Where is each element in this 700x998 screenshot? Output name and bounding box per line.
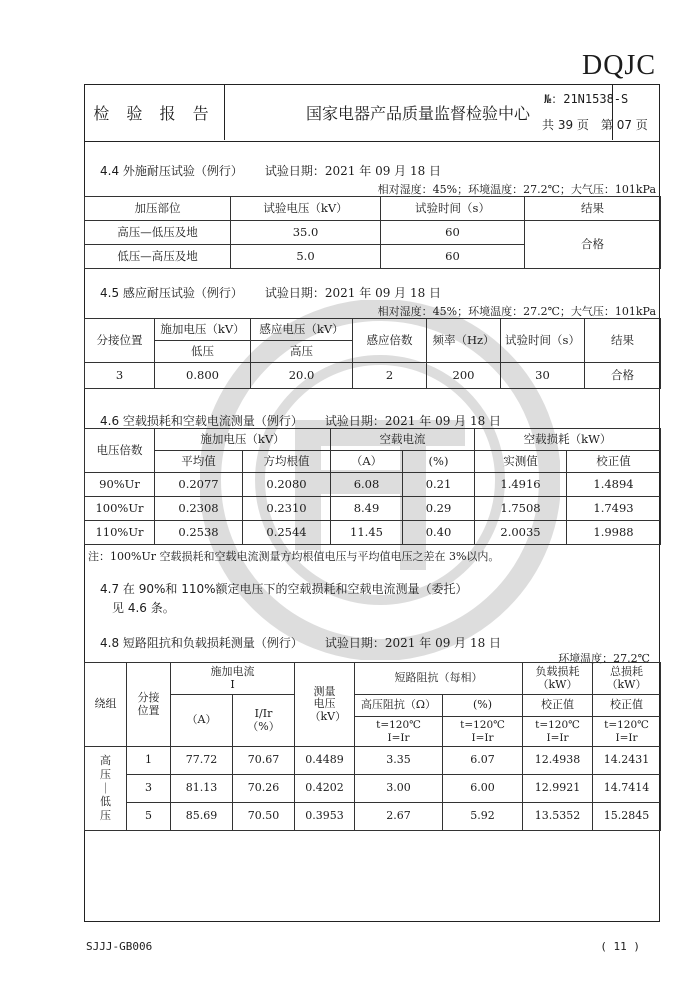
sec46-corrected: 1.7493	[567, 497, 661, 521]
cond-current: I=Ir	[387, 731, 410, 744]
sec48-winding	[85, 747, 127, 831]
cond-current: I=Ir	[546, 731, 569, 744]
table-row	[85, 747, 661, 775]
org-name: 国家电器产品质量监督检验中心	[224, 84, 613, 140]
sec46-multiple: 110%Ur	[85, 521, 155, 545]
sec45-header-result: 结果	[585, 319, 661, 363]
sec45-header-induced-sub: 高压	[251, 341, 353, 363]
sec44-voltage: 5.0	[231, 245, 381, 269]
sec45-conditions: 相对湿度：45%；环境温度：27.2℃；大气压：101kPa	[377, 305, 656, 318]
sec46-header-multiple: 电压倍数	[85, 429, 155, 473]
sec48-cond-cell	[523, 717, 593, 747]
sec48-load-loss: 12.9921	[523, 775, 593, 803]
sec44-header-time: 试验时间（s）	[381, 197, 525, 221]
sec45-header-induced: 感应电压（kV）	[251, 319, 353, 341]
sec46-date: 试验日期：2021 年 09 月 18 日	[324, 414, 502, 428]
sec46-corrected: 1.4894	[567, 473, 661, 497]
sec48-header-voltage-text: 测量电压（kV）	[309, 684, 347, 723]
sec46-current-a: 6.08	[331, 473, 403, 497]
sec48-conditions: 环境温度：27.2℃	[558, 652, 650, 665]
sec48-imp-pct: 5.92	[443, 803, 523, 831]
sec48-voltage: 0.4202	[295, 775, 355, 803]
sec48-header-hv-impedance: 高压阻抗（Ω）	[355, 695, 443, 717]
sec46-rms: 0.2544	[243, 521, 331, 545]
sec46-current-pct: 0.21	[403, 473, 475, 497]
sec45-header-tap: 分接位置	[85, 319, 155, 363]
sec45-header-applied-sub: 低压	[155, 341, 251, 363]
sec46-current-a: 11.45	[331, 521, 403, 545]
sec46-title-line	[100, 412, 501, 429]
table-row	[85, 473, 661, 497]
sec46-note: 注：100%Ur 空载损耗和空载电流测量方均根值电压与平均值电压之差在 3%以内。	[88, 550, 500, 563]
sec44-header-result: 结果	[525, 197, 661, 221]
sec48-ohm: 3.00	[355, 775, 443, 803]
sec45-multiple: 2	[353, 363, 427, 389]
sec46-header-loss: 空载损耗（kW）	[475, 429, 661, 451]
sec48-title: 4.8 短路阻抗和负载损耗测量（例行）	[100, 636, 303, 650]
table-row	[85, 775, 661, 803]
sec46-multiple: 90%Ur	[85, 473, 155, 497]
sec48-total-loss: 14.2431	[593, 747, 661, 775]
cond-temp: t=120℃	[376, 719, 421, 732]
sec47-title: 4.7 在 90%和 110%额定电压下的空载损耗和空载电流测量（委托）	[100, 582, 468, 596]
sec48-cond-cell	[355, 717, 443, 747]
sec48-voltage: 0.4489	[295, 747, 355, 775]
page-number: ( 11 )	[600, 940, 640, 953]
sec46-header-corrected: 校正值	[567, 451, 661, 473]
sec46-current-pct: 0.40	[403, 521, 475, 545]
sec46-avg: 0.2308	[155, 497, 243, 521]
sec44-voltage: 35.0	[231, 221, 381, 245]
sec48-header-tap	[127, 663, 171, 747]
table-row	[85, 521, 661, 545]
page-count: 共 39 页 第 07 页	[542, 118, 648, 132]
report-header	[84, 84, 660, 142]
sec46-title: 4.6 空载损耗和空载电流测量（例行）	[100, 414, 303, 428]
sec44-result: 合格	[525, 221, 661, 269]
sec45-title: 4.5 感应耐压试验（例行）	[100, 286, 243, 300]
sec46-header-current-a: （A）	[331, 451, 403, 473]
sec44-part: 高压—低压及地	[85, 221, 231, 245]
sec45-induced: 20.0	[251, 363, 353, 389]
sec48-header-voltage	[295, 663, 355, 747]
sec44-conditions: 相对湿度：45%；环境温度：27.2℃；大气压：101kPa	[377, 183, 656, 196]
sec48-header-current-a: （A）	[171, 695, 233, 747]
sec48-tap: 3	[127, 775, 171, 803]
sec44-title: 4.4 外施耐压试验（例行）	[100, 164, 243, 178]
sec46-header-current-pct: (%)	[403, 451, 475, 473]
sec46-current-a: 8.49	[331, 497, 403, 521]
sec48-header-current	[171, 663, 295, 695]
sec48-total-loss: 14.7414	[593, 775, 661, 803]
sec48-title-line	[100, 634, 501, 651]
sec48-cond-cell	[593, 717, 661, 747]
sec48-ohm: 2.67	[355, 803, 443, 831]
sec46-header-measured: 实测值	[475, 451, 567, 473]
sec45-title-line	[100, 284, 441, 301]
sec48-imp-pct: 6.07	[443, 747, 523, 775]
report-number: №：21N1538-S	[544, 92, 629, 106]
sec45-header-freq: 频率（Hz）	[427, 319, 501, 363]
sec46-current-pct: 0.29	[403, 497, 475, 521]
sec48-header-current-sym: I	[230, 677, 235, 691]
sec48-total-loss: 15.2845	[593, 803, 661, 831]
sec48-voltage: 0.3953	[295, 803, 355, 831]
sec44-part: 低压—高压及地	[85, 245, 231, 269]
sec48-imp-pct: 6.00	[443, 775, 523, 803]
sec48-header-tap-text: 分接位置	[137, 690, 160, 717]
sec46-avg: 0.2538	[155, 521, 243, 545]
sec44-title-line	[100, 162, 441, 179]
sec44-header-voltage: 试验电压（kV）	[231, 197, 381, 221]
sec44-header-part: 加压部位	[85, 197, 231, 221]
sec45-freq: 200	[427, 363, 501, 389]
sec48-header-imp-pct: (%)	[443, 695, 523, 717]
sec48-load-loss: 13.5352	[523, 803, 593, 831]
sec48-winding-text: 高压｜低压	[100, 754, 111, 823]
sec45-header-applied: 施加电压（kV）	[155, 319, 251, 341]
sec48-current-ratio: 70.67	[233, 747, 295, 775]
sec48-tap: 1	[127, 747, 171, 775]
sec45-header-multiple: 感应倍数	[353, 319, 427, 363]
sec48-current-ratio: 70.26	[233, 775, 295, 803]
sec46-multiple: 100%Ur	[85, 497, 155, 521]
sec46-header-current: 空载电流	[331, 429, 475, 451]
cond-temp: t=120℃	[460, 719, 505, 732]
sec48-header-load-loss: 负载损耗（kW）	[523, 663, 593, 695]
sec46-measured: 2.0035	[475, 521, 567, 545]
sec48-tap: 5	[127, 803, 171, 831]
sec44-date: 试验日期：2021 年 09 月 18 日	[264, 164, 442, 178]
table-row	[85, 221, 661, 245]
table-row	[85, 497, 661, 521]
sec48-current-a: 85.69	[171, 803, 233, 831]
sec48-current-ratio: 70.50	[233, 803, 295, 831]
sec48-header-total-corrected: 校正值	[593, 695, 661, 717]
sec48-header-load-corrected: 校正值	[523, 695, 593, 717]
table-row	[85, 363, 661, 389]
sec48-header-winding: 绕组	[85, 663, 127, 747]
sec45-header-time: 试验时间（s）	[501, 319, 585, 363]
sec45-applied: 0.800	[155, 363, 251, 389]
sec46-header-avg: 平均值	[155, 451, 243, 473]
sec48-header-current-text: 施加电流	[210, 664, 255, 678]
sec46-avg: 0.2077	[155, 473, 243, 497]
sec48-current-a: 81.13	[171, 775, 233, 803]
sec46-measured: 1.7508	[475, 497, 567, 521]
sec46-table	[84, 428, 661, 545]
sec48-header-total-loss: 总损耗（kW）	[593, 663, 661, 695]
sec48-load-loss: 12.4938	[523, 747, 593, 775]
sec48-header-current-ratio	[233, 695, 295, 747]
sec48-table	[84, 662, 661, 831]
corner-code: DQJC	[581, 50, 656, 81]
sec48-ohm: 3.35	[355, 747, 443, 775]
sec48-cond-cell	[443, 717, 523, 747]
cond-temp: t=120℃	[604, 719, 649, 732]
sec45-table	[84, 318, 661, 389]
sec45-date: 试验日期：2021 年 09 月 18 日	[264, 286, 442, 300]
cond-temp: t=120℃	[535, 719, 580, 732]
sec46-measured: 1.4916	[475, 473, 567, 497]
cond-current: I=Ir	[471, 731, 494, 744]
sec48-header-impedance: 短路阻抗（每相）	[355, 663, 523, 695]
report-label: 检 验 报 告	[84, 84, 225, 140]
sec46-corrected: 1.9988	[567, 521, 661, 545]
sec48-header-ratio-unit: （%）	[247, 719, 280, 733]
sec44-table	[84, 196, 661, 269]
sec46-rms: 0.2080	[243, 473, 331, 497]
sec46-header-rms: 方均根值	[243, 451, 331, 473]
cond-current: I=Ir	[615, 731, 638, 744]
sec46-rms: 0.2310	[243, 497, 331, 521]
sec45-result: 合格	[585, 363, 661, 389]
table-row	[85, 803, 661, 831]
sec44-time: 60	[381, 245, 525, 269]
sec45-tap: 3	[85, 363, 155, 389]
sec44-time: 60	[381, 221, 525, 245]
sec45-time: 30	[501, 363, 585, 389]
sec48-current-a: 77.72	[171, 747, 233, 775]
sec48-date: 试验日期：2021 年 09 月 18 日	[324, 636, 502, 650]
sec47-text: 见 4.6 条。	[112, 601, 175, 615]
form-code: SJJJ-GB006	[86, 940, 153, 953]
sec48-header-ratio-text: I/Ir	[254, 706, 273, 720]
sec46-header-applied: 施加电压（kV）	[155, 429, 331, 451]
